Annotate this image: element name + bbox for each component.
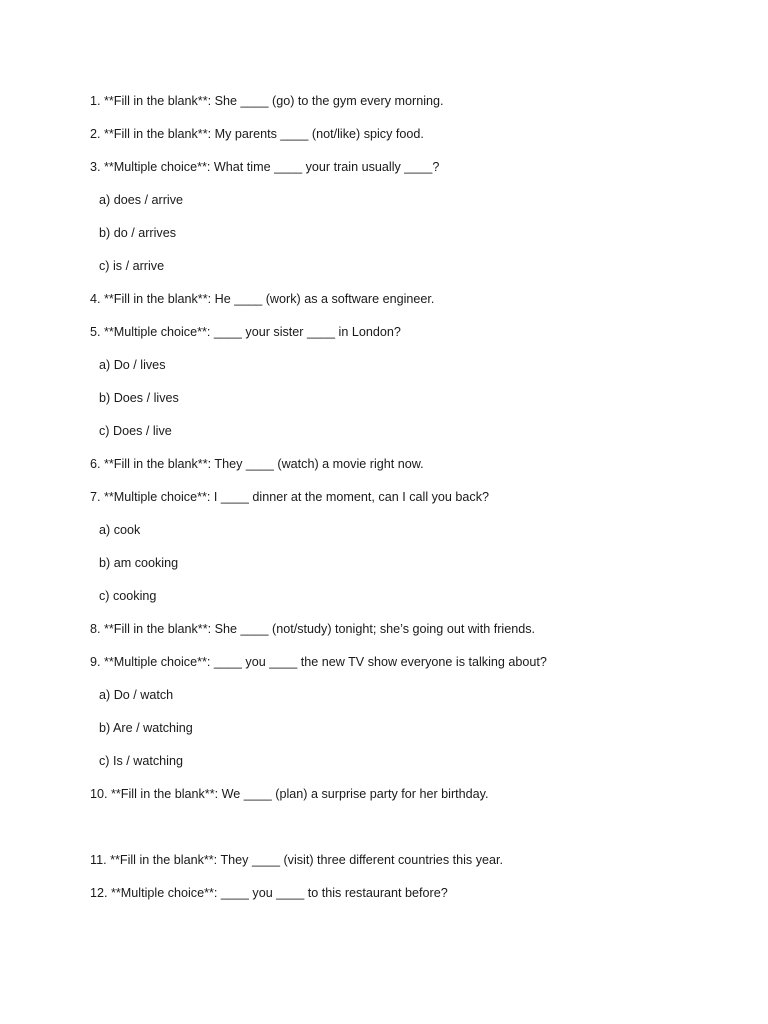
exercise-list (90, 91, 710, 916)
question-item: 2. **Fill in the blank**: My parents ____ (not/like) spicy food. (90, 127, 424, 141)
question-item: 11. **Fill in the blank**: They ____ (visit) three different countries this year. (90, 853, 504, 867)
answer-option: b) Are / watching (99, 721, 193, 735)
blank-line (90, 817, 710, 850)
question-item: 6. **Fill in the blank**: They ____ (watch) a movie right now. (90, 457, 424, 471)
answer-option: c) Does / live (99, 424, 172, 438)
answer-option: c) Is / watching (99, 754, 183, 768)
question-item: 9. **Multiple choice**: ____ you ____ the new TV show everyone is talking about? (90, 655, 547, 669)
answer-option: a) cook (99, 523, 141, 537)
answer-option: a) does / arrive (99, 193, 183, 207)
question-item: 7. **Multiple choice**: I ____ dinner at the moment, can I call you back? (90, 490, 490, 504)
answer-option: a) Do / lives (99, 358, 166, 372)
question-item: 10. **Fill in the blank**: We ____ (plan) a surprise party for her birthday. (90, 787, 489, 801)
answer-option: c) cooking (99, 589, 157, 603)
question-item: 5. **Multiple choice**: ____ your sister ____ in London? (90, 325, 401, 339)
question-item: 8. **Fill in the blank**: She ____ (not/study) tonight; she’s going out with friends. (90, 622, 536, 636)
answer-option: b) Does / lives (99, 391, 179, 405)
answer-option: b) do / arrives (99, 226, 176, 240)
answer-option: b) am cooking (99, 556, 179, 570)
question-item: 4. **Fill in the blank**: He ____ (work) as a software engineer. (90, 292, 435, 306)
question-item: 1. **Fill in the blank**: She ____ (go) to the gym every morning. (90, 94, 444, 108)
question-item: 12. **Multiple choice**: ____ you ____ to this restaurant before? (90, 886, 448, 900)
answer-option: a) Do / watch (99, 688, 174, 702)
answer-option: c) is / arrive (99, 259, 165, 273)
question-item: 3. **Multiple choice**: What time ____ your train usually ____? (90, 160, 440, 174)
